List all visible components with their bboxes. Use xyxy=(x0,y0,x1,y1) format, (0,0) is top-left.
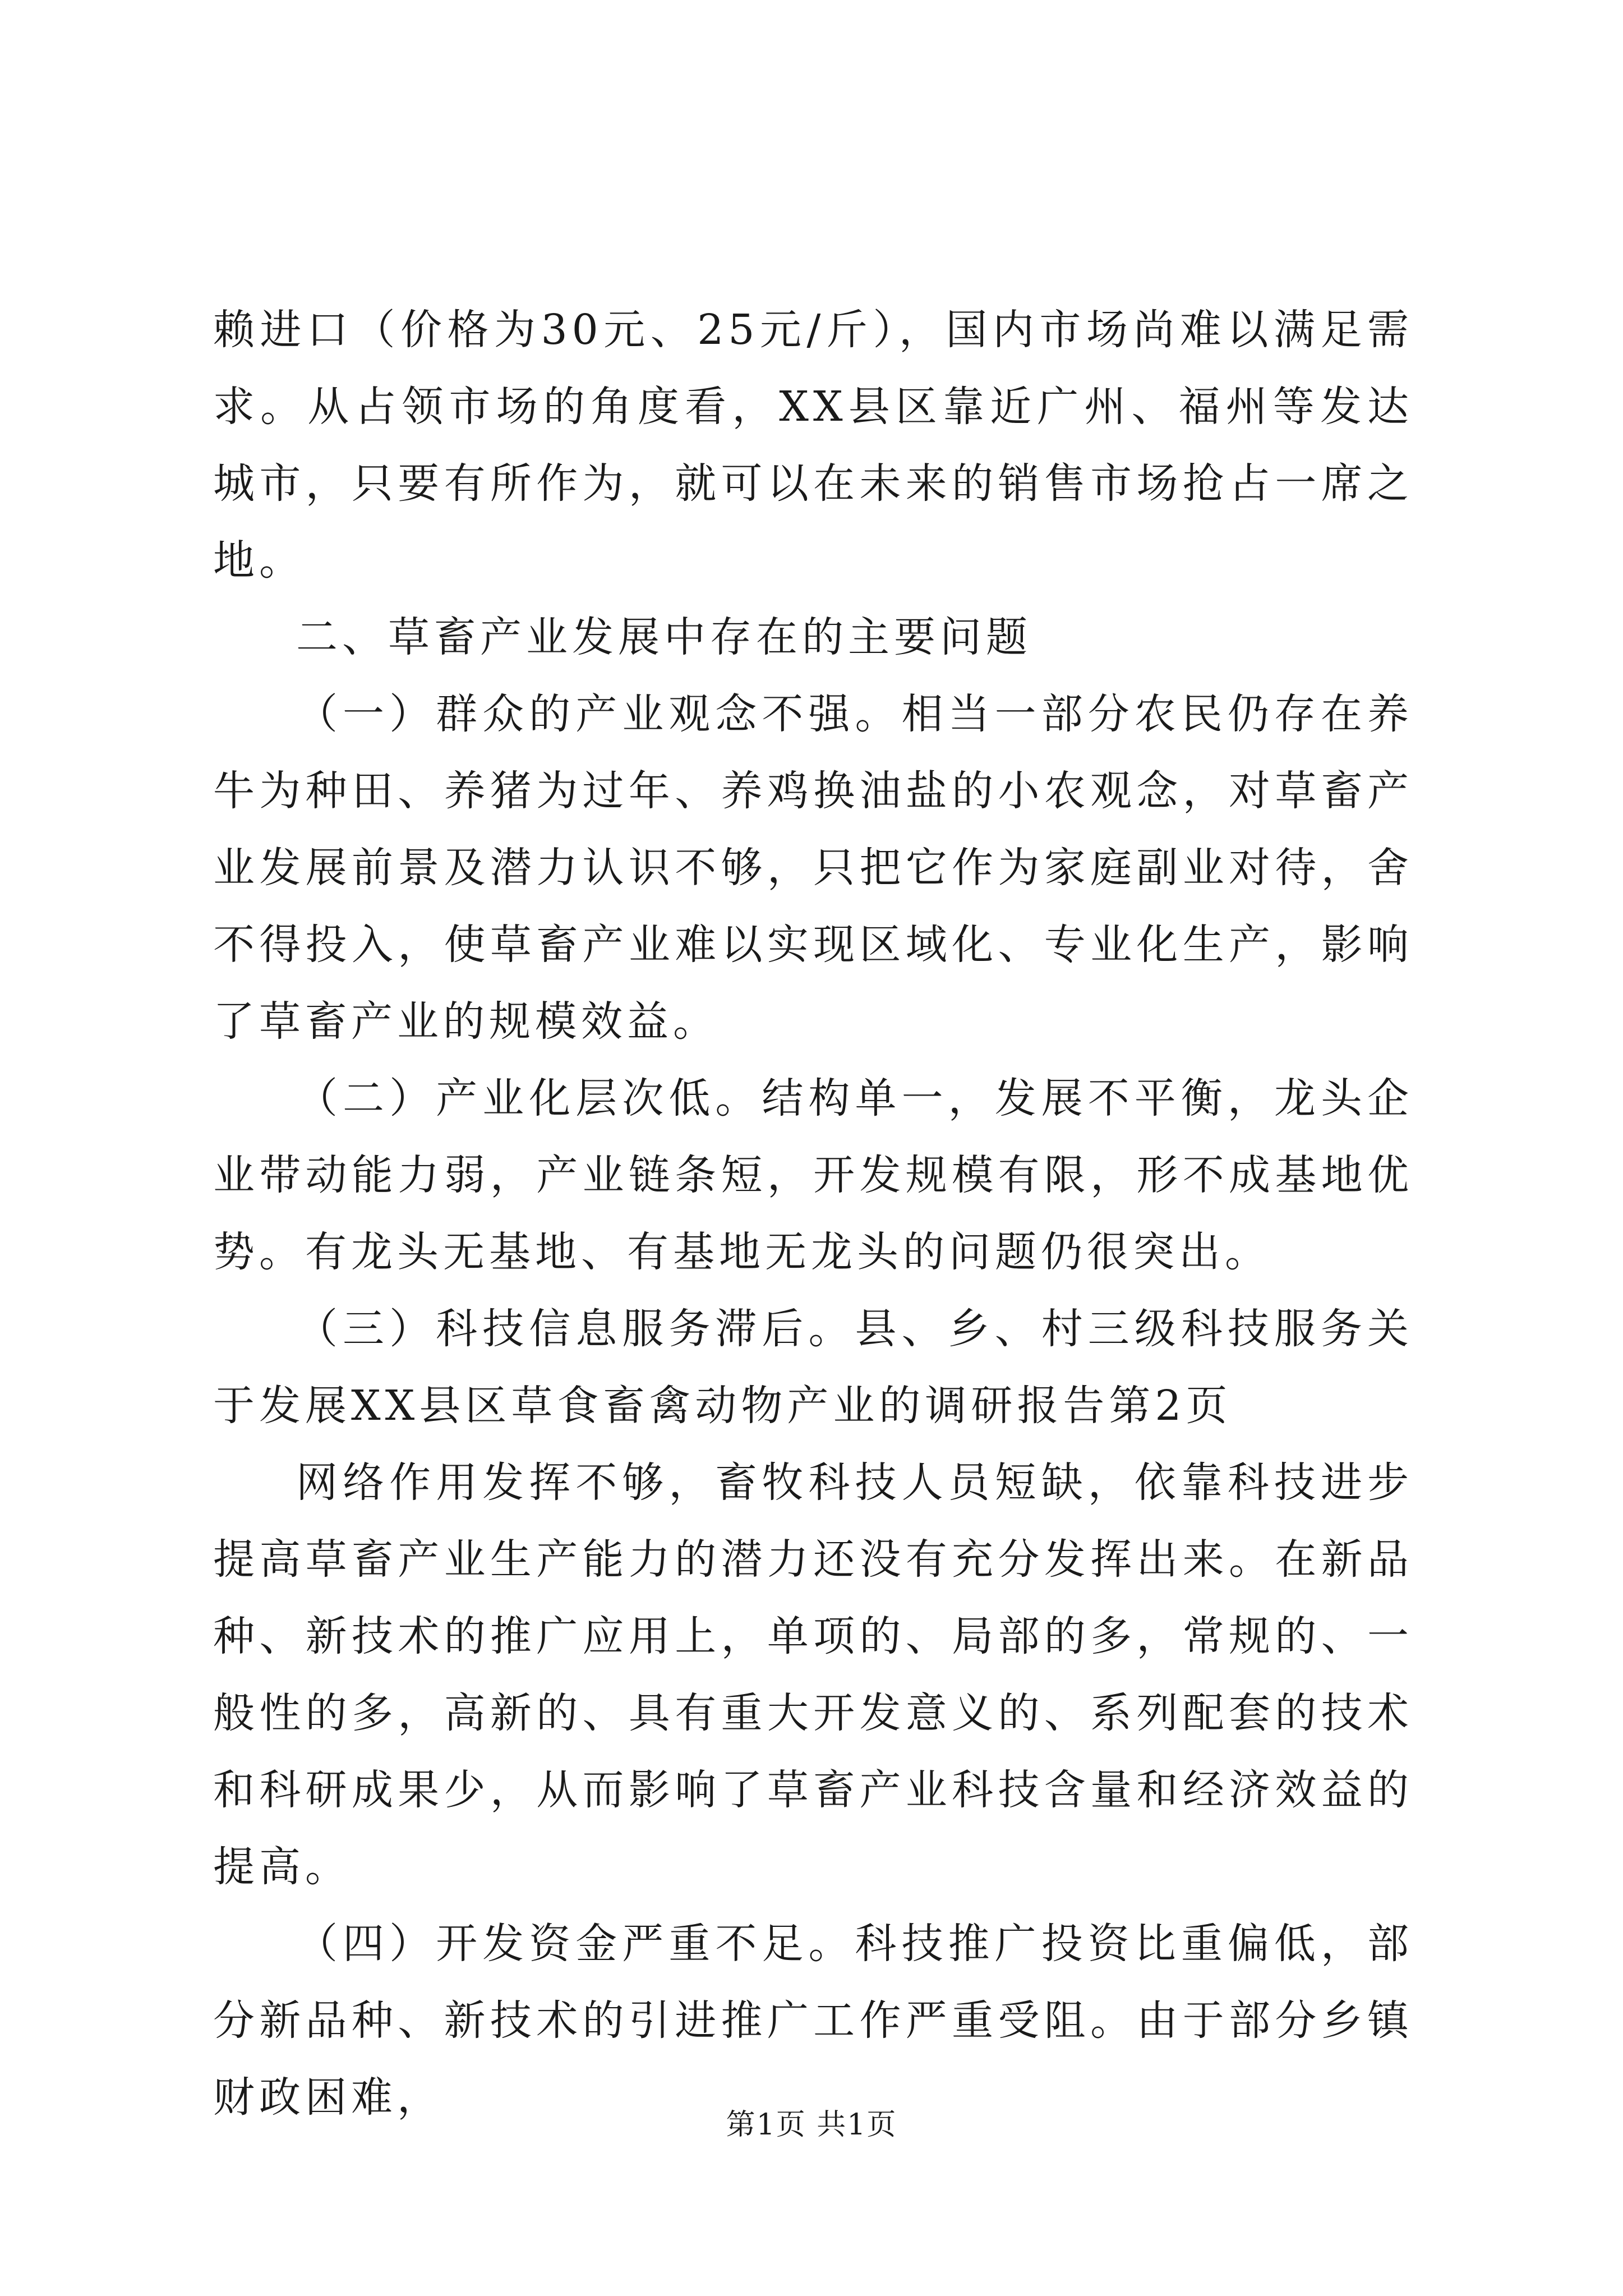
paragraph-item-3: （三）科技信息服务滞后。县、乡、村三级科技服务关于发展XX县区草食畜禽动物产业的调研报告第2页 xyxy=(213,1305,1413,1430)
paragraph-item-4: （四）开发资金严重不足。科技推广投资比重偏低，部分新品种、新技术的引进推广工作严重受阻。由于部分乡镇财政困难， xyxy=(213,1920,1413,2122)
document-body xyxy=(213,292,1413,2136)
paragraph-continuation: 赖进口（价格为30元、25元/斤），国内市场尚难以满足需求。从占领市场的角度看，XX县区靠近广州、福州等发达城市，只要有所作为，就可以在未来的销售市场抢占一席之地。 xyxy=(213,306,1413,585)
page-footer: 第1页 共1页 xyxy=(726,2108,897,2142)
paragraph-item-2: （二）产业化层次低。结构单一，发展不平衡，龙头企业带动能力弱，产业链条短，开发规模有限，形不成基地优势。有龙头无基地、有基地无龙头的问题仍很突出。 xyxy=(213,1074,1413,1276)
section-heading: 二、草畜产业发展中存在的主要问题 xyxy=(296,613,1032,661)
paragraph-item-1: （一）群众的产业观念不强。相当一部分农民仍存在养牛为种田、养猪为过年、养鸡换油盐的小农观念，对草畜产业发展前景及潜力认识不够，只把它作为家庭副业对待，舍不得投入，使草畜产业难以实现区域化、专业化生产，影响了草畜产业的规模效益。 xyxy=(213,690,1413,1046)
paragraph-item-3-continued: 网络作用发挥不够，畜牧科技人员短缺，依靠科技进步提高草畜产业生产能力的潜力还没有充分发挥出来。在新品种、新技术的推广应用上，单项的、局部的多，常规的、一般性的多，高新的、具有重大开发意义的、系列配套的技术和科研成果少，从而影响了草畜产业科技含量和经济效益的提高。 xyxy=(213,1458,1413,1891)
